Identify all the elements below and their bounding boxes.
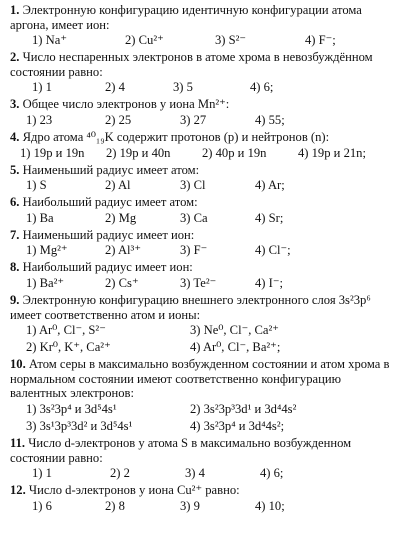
question-8	[10, 260, 400, 291]
option-3: 3) Ca	[180, 210, 208, 225]
options-row	[10, 178, 400, 193]
question-number: 1.	[10, 3, 20, 17]
option-1: 1) 6	[32, 498, 52, 513]
option-2: 2) Mg	[105, 210, 137, 225]
options-row	[10, 33, 400, 48]
option-4: 4) Cl⁻;	[255, 243, 291, 258]
option-1: 1) Ba	[26, 210, 54, 225]
option-4: 4) Ar;	[255, 178, 285, 193]
question-stem: Наименьший радиус имеет атом:	[19, 162, 200, 177]
options-row	[10, 419, 400, 434]
option-2: 2) 4	[105, 80, 125, 95]
question-number: 3.	[10, 97, 20, 112]
question-9	[10, 293, 400, 355]
option-2: 2) Al³⁺	[105, 243, 141, 258]
option-3: 3) 9	[180, 498, 200, 513]
question-stem: Ядро атома ⁴⁰₁₉K содержит протонов (p) и нейтронов (n):	[19, 129, 330, 144]
question-stem: Число d-электронов у иона Cu²⁺ равно:	[25, 483, 240, 498]
question-2	[10, 50, 400, 95]
option-4: 4) 6;	[260, 466, 284, 481]
option-3: 3) Cl	[180, 178, 206, 193]
option-1: 1) Ar⁰, Cl⁻, S²⁻	[26, 323, 106, 338]
options-row	[10, 340, 400, 355]
option-1: 1) Na⁺	[32, 33, 67, 48]
option-3: 3) 3s¹3p³3d² и 3d⁵4s¹	[26, 418, 133, 433]
question-6	[10, 195, 400, 226]
option-4: 4) 3s²3p⁴ и 3d⁴4s²;	[190, 418, 285, 433]
option-1: 1) S	[26, 178, 47, 193]
option-3: 2) 40p и 19n	[202, 145, 267, 160]
option-4: 4) F⁻;	[305, 33, 336, 48]
options-row	[10, 243, 400, 258]
options-row	[10, 402, 400, 417]
options-row	[10, 276, 400, 291]
option-1: 1) 3s²3p⁴ и 3d⁵4s¹	[26, 401, 117, 416]
options-row	[10, 113, 400, 128]
options-row	[10, 466, 400, 481]
option-4: 4) 19p и 21n;	[298, 145, 366, 160]
option-2: 2) Kr⁰, K⁺, Ca²⁺	[26, 340, 111, 355]
question-12	[10, 483, 400, 514]
option-3: 3) 5	[173, 80, 193, 95]
option-3: 3) Ne⁰, Cl⁻, Ca²⁺	[190, 323, 279, 338]
option-4: 4) Sr;	[255, 210, 284, 225]
option-1: 1) 23	[26, 112, 53, 127]
options-row	[10, 146, 400, 161]
question-number: 5.	[10, 162, 20, 177]
option-3: 3) 27	[180, 112, 207, 127]
question-stem: Общее число электронов у иона Mn²⁺:	[19, 97, 230, 112]
option-4: 4) I⁻;	[255, 275, 283, 290]
option-2: 2) 3s²3p³3d¹ и 3d⁴4s²	[190, 401, 297, 416]
option-1: 1) 19p и 19n	[20, 145, 85, 160]
options-row	[10, 323, 400, 338]
question-4	[10, 130, 400, 161]
question-number: 2.	[10, 50, 20, 65]
option-2: 2) 25	[105, 112, 132, 127]
option-1: 1) 1	[32, 466, 52, 481]
question-number: 10.	[10, 357, 26, 372]
option-1: 1) 1	[32, 80, 52, 95]
option-3: 3) F⁻	[180, 243, 208, 258]
question-11	[10, 436, 400, 481]
option-1: 1) Mg²⁺	[26, 243, 68, 258]
option-1: 1) Ba²⁺	[26, 275, 65, 290]
question-1	[10, 3, 400, 48]
option-3: 3) 4	[185, 466, 205, 481]
question-number: 9.	[10, 292, 20, 307]
question-number: 8.	[10, 260, 20, 275]
option-3: 3) Te²⁻	[180, 275, 217, 290]
option-2: 2) Al	[105, 178, 131, 193]
question-stem: Наименьший радиус имеет ион:	[19, 227, 195, 242]
option-4: 4) 10;	[255, 498, 285, 513]
question-stem: Электронную конфигурацию внешнего электронного слоя 3s²3p⁶ имеет соответственно атом и ионы:	[10, 292, 371, 322]
question-10	[10, 357, 400, 434]
question-7	[10, 228, 400, 259]
option-4: 4) 55;	[255, 112, 285, 127]
question-number: 12.	[10, 483, 26, 498]
question-stem: Число d-электронов у атома S в максимально возбужденном состоянии равно:	[10, 435, 352, 465]
options-row	[10, 211, 400, 226]
question-3	[10, 97, 400, 128]
option-2: 2) 19p и 40n	[106, 145, 171, 160]
option-2: 2) 8	[105, 498, 125, 513]
option-2: 2) 2	[110, 466, 130, 481]
question-stem: Число неспаренных электронов в атоме хрома в невозбуждённом состоянии равно:	[10, 50, 373, 79]
options-row	[10, 80, 400, 95]
option-3: 3) S²⁻	[215, 33, 247, 48]
question-stem: Электронную конфигурацию идентичную конфигурации атома аргона, имеет ион:	[10, 3, 362, 32]
question-number: 11.	[10, 435, 26, 450]
option-2: 2) Cu²⁺	[125, 33, 164, 48]
option-4: 4) 6;	[250, 80, 274, 95]
option-2: 2) Cs⁺	[105, 275, 139, 290]
question-stem: Наибольший радиус имеет ион:	[19, 260, 193, 275]
option-4: 4) Ar⁰, Cl⁻, Ba²⁺;	[190, 340, 281, 355]
question-number: 6.	[10, 195, 20, 210]
question-number: 7.	[10, 227, 20, 242]
question-number: 4.	[10, 129, 20, 144]
question-stem: Атом серы в максимально возбужденном состоянии и атом хрома в нормальном состоянии имеют соответственно конфигурацию валентных электронов:	[10, 357, 390, 401]
question-5	[10, 163, 400, 194]
question-stem: Наибольший радиус имеет атом:	[19, 195, 198, 210]
options-row	[10, 499, 400, 514]
